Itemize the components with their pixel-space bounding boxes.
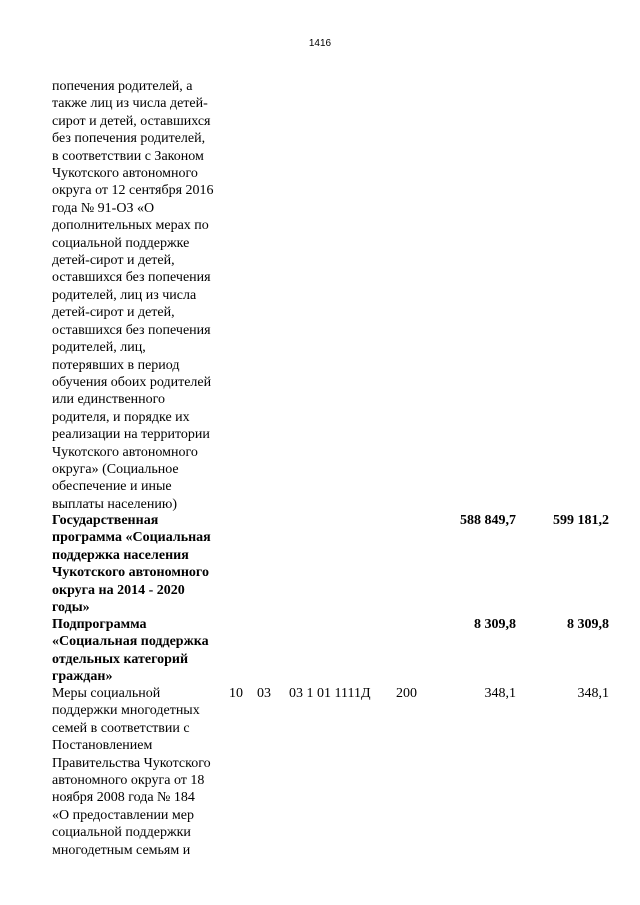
page-number: 1416	[308, 38, 332, 49]
amount-year-2: 8 309,8	[567, 617, 609, 632]
row-name: Государственная программа «Социальная поддержка населения Чукотского автономного округа на 2014 - 2020 годы»	[52, 513, 211, 616]
amount-year-1: 348,1	[484, 686, 516, 701]
amount-year-1: 8 309,8	[474, 617, 516, 632]
target-article-code: 03 1 01 1111Д	[289, 686, 371, 701]
amount-year-2: 599 181,2	[553, 513, 609, 528]
expense-type-code: 200	[396, 686, 417, 701]
row-name: попечения родителей, а также лиц из числа детей- сирот и детей, оставшихся без попечения родителей, в соответствии с Законом Чукотского автономного округа от 12 сентября 2016 года № 91-ОЗ «О дополнительных мерах по социальной поддержке детей-сирот и детей, оставшихся без попечения родителей, лиц из числа детей-сирот и детей, оставшихся без попечения родителей, лиц, потерявших в период обучения обоих родителей или единственного родителя, и порядке их реализации на территории Чукотского автономного округа» (Социальное обеспечение и иные выплаты населению)	[52, 79, 214, 512]
row-name: Подпрограмма «Социальная поддержка отдельных категорий граждан»	[52, 617, 209, 685]
section-code: 10	[229, 686, 243, 701]
row-name: Меры социальной поддержки многодетных семей в соответствии с Постановлением Правительства Чукотского автономного округа от 18 ноября 2008 года № 184 «О предоставлении мер социальной поддержки многодетным семьям и	[52, 686, 211, 858]
amount-year-1: 588 849,7	[460, 513, 516, 528]
subsection-code: 03	[257, 686, 271, 701]
amount-year-2: 348,1	[577, 686, 609, 701]
